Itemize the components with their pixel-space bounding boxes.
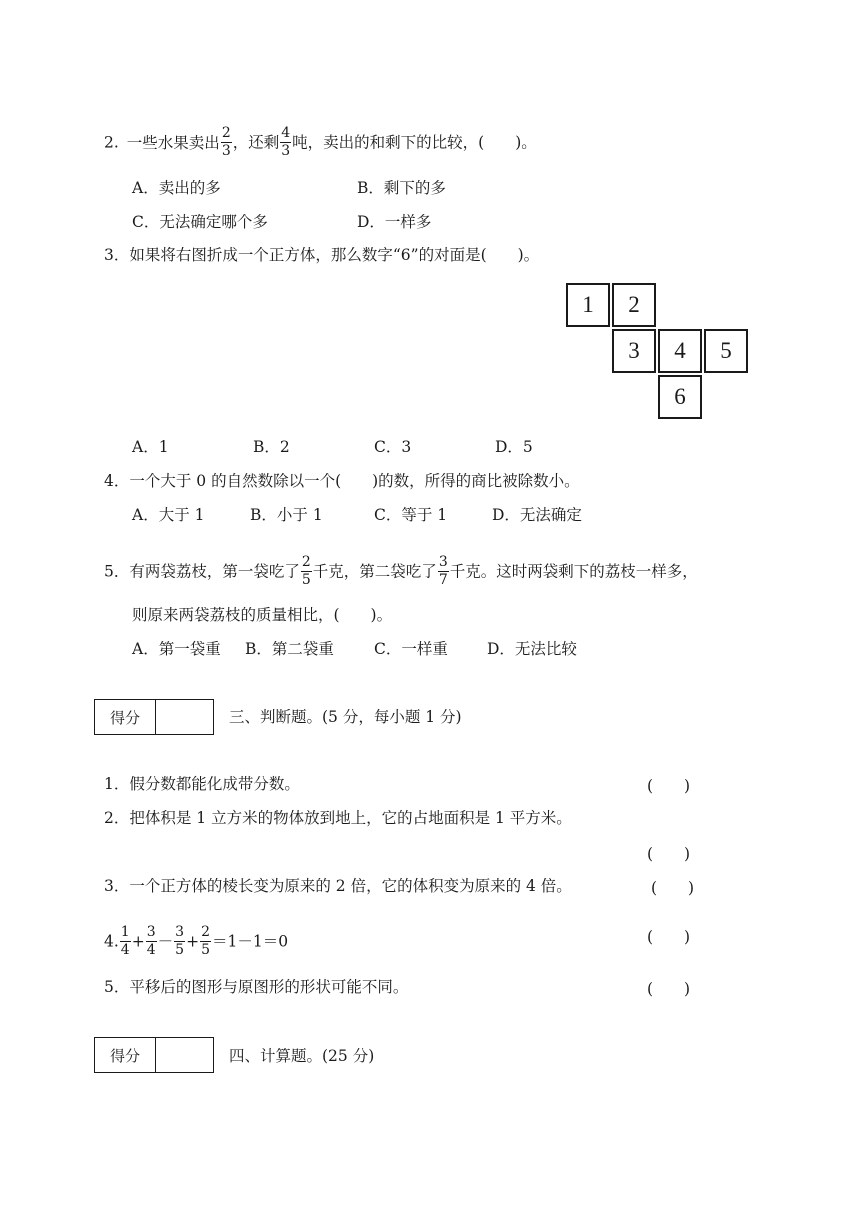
q2-option-b: B．剩下的多 bbox=[357, 179, 446, 197]
answer-paren: ( ) bbox=[647, 928, 691, 946]
q4-option-b: B．小于 1 bbox=[250, 506, 323, 524]
q3-option-c: C．3 bbox=[374, 438, 412, 456]
score-box bbox=[94, 1037, 214, 1073]
q4-stem: 4．一个大于 0 的自然数除以一个( )的数，所得的商比被除数小。 bbox=[104, 472, 580, 490]
judge-1: 1．假分数都能化成带分数。 bbox=[104, 775, 300, 793]
fraction: $\frac{3}{7}$ bbox=[438, 554, 448, 588]
net-cell: 3 bbox=[612, 329, 656, 373]
q2-stem: 2. 一些水果卖出 $\frac{2}{3}$ ，还剩 $\frac{4}{3}$ 吨，卖出的和剩下的比较，( )。 bbox=[104, 125, 537, 159]
q3-option-b: B．2 bbox=[253, 438, 290, 456]
fraction: $\frac{3}{5}$ bbox=[175, 924, 185, 958]
judge-2: 2．把体积是 1 立方米的物体放到地上，它的占地面积是 1 平方米。 bbox=[104, 809, 572, 827]
fraction: $\frac{4}{3}$ bbox=[281, 125, 291, 159]
q2-option-a: A．卖出的多 bbox=[132, 179, 221, 197]
q5-option-b: B．第二袋重 bbox=[245, 640, 334, 658]
section4-title: 四、计算题。(25 分) bbox=[229, 1047, 375, 1065]
net-cell: 5 bbox=[704, 329, 748, 373]
judge-3: 3．一个正方体的棱长变为原来的 2 倍，它的体积变为原来的 4 倍。 bbox=[104, 877, 572, 895]
q3-option-a: A．1 bbox=[132, 438, 169, 456]
q2-option-c: C．无法确定哪个多 bbox=[132, 213, 268, 231]
q4-option-a: A．大于 1 bbox=[132, 506, 205, 524]
q3-option-d: D．5 bbox=[495, 438, 533, 456]
answer-paren: ( ) bbox=[651, 879, 695, 897]
net-cell: 2 bbox=[612, 283, 656, 327]
score-label: 得分 bbox=[95, 1038, 156, 1072]
fraction: $\frac{2}{3}$ bbox=[221, 125, 231, 159]
judge-5: 5．平移后的图形与原图形的形状可能不同。 bbox=[104, 978, 409, 996]
q3-stem: 3．如果将右图折成一个正方体，那么数字“6”的对面是( )。 bbox=[104, 246, 540, 264]
fraction: $\frac{3}{4}$ bbox=[146, 924, 156, 958]
q2-option-d: D．一样多 bbox=[357, 213, 432, 231]
q5-option-d: D．无法比较 bbox=[487, 640, 577, 658]
q5-option-c: C．一样重 bbox=[374, 640, 448, 658]
q5-stem-line2: 则原来两袋荔枝的质量相比，( )。 bbox=[132, 606, 393, 624]
fraction: $\frac{2}{5}$ bbox=[201, 924, 210, 958]
q5-option-a: A．第一袋重 bbox=[132, 640, 221, 658]
fraction: $\frac{2}{5}$ bbox=[301, 554, 311, 588]
net-cell: 4 bbox=[658, 329, 702, 373]
score-label: 得分 bbox=[95, 700, 156, 734]
section3-title: 三、判断题。(5 分，每小题 1 分) bbox=[229, 708, 462, 726]
fraction: $\frac{1}{4}$ bbox=[120, 924, 130, 958]
judge-4: 4. $\frac{1}{4}$ + $\frac{3}{4}$ － $\frac{3}{5}$ + $\frac{2}{5}$ ＝1－1＝0 bbox=[104, 924, 289, 958]
answer-paren: ( ) bbox=[647, 980, 691, 998]
score-box bbox=[94, 699, 214, 735]
q5-stem: 5．有两袋荔枝，第一袋吃了 $\frac{2}{5}$ 千克，第二袋吃了 $\frac{3}{7}$ 千克。这时两袋剩下的荔枝一样多， bbox=[104, 554, 698, 588]
q4-option-d: D．无法确定 bbox=[492, 506, 582, 524]
q2-number: 2. bbox=[104, 133, 119, 152]
q4-option-c: C．等于 1 bbox=[374, 506, 448, 524]
net-cell: 6 bbox=[658, 375, 702, 419]
answer-paren: ( ) bbox=[647, 845, 691, 863]
net-cell: 1 bbox=[566, 283, 610, 327]
answer-paren: ( ) bbox=[647, 777, 691, 795]
